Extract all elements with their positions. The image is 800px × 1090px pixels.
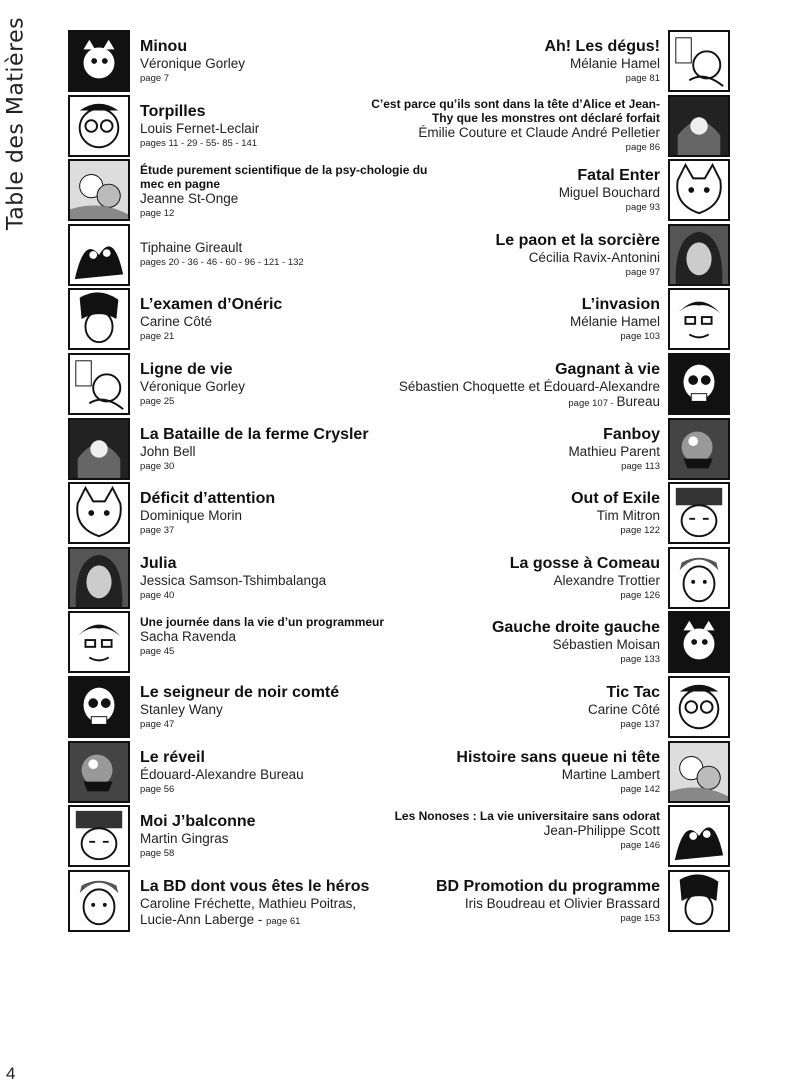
entry-title: BD Promotion du programme	[435, 877, 660, 895]
entry-pages: page 137	[620, 719, 660, 730]
entry-pages-line	[368, 460, 660, 473]
entry-title: Histoire sans queue ni tête	[456, 748, 660, 766]
entry-author: Mathieu Parent	[568, 443, 660, 459]
entry-title: L’invasion	[581, 296, 660, 314]
entry-text	[368, 490, 660, 537]
entry-pages-line	[368, 783, 660, 796]
table-of-contents-title: Table des Matières	[3, 16, 29, 230]
cap-kid-icon	[668, 547, 730, 609]
programmer-icon	[68, 611, 130, 673]
entry-text	[368, 232, 660, 279]
entry-pages: page 86	[625, 141, 660, 153]
pig-face-icon	[668, 611, 730, 673]
entry-author: Stanley Wany	[140, 702, 223, 717]
entry-pages: page 45	[140, 646, 175, 658]
toc-entry	[368, 288, 730, 352]
alien-face-icon	[668, 30, 730, 92]
entry-author: Iris Boudreau et Olivier Brassard	[464, 895, 660, 911]
entry-author: Martine Lambert	[561, 766, 660, 782]
toc-entry	[368, 159, 730, 223]
entry-title: La BD dont vous êtes le héros	[140, 877, 370, 895]
entry-title: Out of Exile	[571, 490, 660, 508]
entry-pages: page 40	[140, 589, 175, 601]
entry-pages: page 146	[620, 840, 660, 852]
entry-author: Mélanie Hamel	[569, 314, 660, 330]
entry-author: Tiphaine Gireault	[140, 239, 243, 255]
entry-author: Cécilia Ravix-Antonini	[528, 249, 660, 265]
entry-author: John Bell	[140, 443, 196, 459]
entry-pages-line	[368, 141, 660, 154]
entry-text	[368, 38, 660, 85]
entry-title: C’est parce qu’ils sont dans la tête d’Alice et Jean-Thy que les monstres ont déclaré forfait	[371, 96, 660, 125]
skull-icon	[68, 676, 130, 738]
clock-icon	[668, 676, 730, 738]
entry-title: Fatal Enter	[577, 167, 660, 185]
entry-title: L’examen d’Onéric	[140, 296, 283, 314]
entry-pages: page 30	[140, 460, 175, 472]
entry-pages: page 81	[625, 73, 660, 84]
entry-author: Jessica Samson-Tshimbalanga	[140, 572, 327, 588]
entry-author: Miguel Bouchard	[558, 185, 660, 201]
entry-title: Les Nonoses : La vie universitaire sans odorat	[394, 809, 660, 824]
entry-text	[368, 619, 660, 666]
goat-icon	[668, 741, 730, 803]
castle-hug-icon	[68, 353, 130, 415]
entry-title: Étude purement scientifique de la psy-chologie du mec en pagne	[140, 163, 428, 192]
toc-entry	[368, 741, 730, 805]
entry-pages: page 97	[625, 266, 660, 278]
entry-author: Caroline Fréchette, Mathieu Poitras,	[140, 895, 357, 911]
monster-icon	[68, 741, 130, 803]
entry-title: Tic Tac	[606, 684, 660, 701]
entry-title: Julia	[140, 554, 177, 572]
entry-pages: page 126	[620, 589, 660, 601]
toc-entry	[368, 418, 730, 482]
toc-entry	[368, 805, 730, 869]
entry-text	[368, 167, 660, 214]
entry-pages: pages 20 - 36 - 46 - 60 - 96 - 121 - 132	[140, 256, 304, 268]
entry-author: Carine Côté	[140, 314, 213, 330]
entry-title: La gosse à Comeau	[509, 554, 660, 572]
grinning-man-icon	[668, 353, 730, 415]
hero-face-icon	[68, 870, 130, 932]
excited-face-icon	[668, 870, 730, 932]
entry-author: Véronique Gorley	[140, 56, 246, 71]
couple-icon	[68, 159, 130, 221]
entry-pages: page 133	[620, 654, 660, 666]
entry-title: Le réveil	[140, 748, 205, 766]
entry-pages: page 103	[620, 331, 660, 343]
entry-title: Ligne de vie	[140, 361, 233, 378]
glasses-boy-icon	[68, 95, 130, 157]
beanie-face-icon	[68, 805, 130, 867]
entry-title: Le paon et la sorcière	[495, 231, 660, 249]
entry-title: Une journée dans la vie d’un programmeur	[140, 615, 385, 630]
entry-pages: pages 11 - 29 - 55- 85 - 141	[140, 137, 258, 149]
entry-title: Torpilles	[140, 102, 206, 120]
entry-pages-line	[368, 718, 660, 731]
surprised-face-icon	[668, 159, 730, 221]
dark-hair-portrait-icon	[68, 288, 130, 350]
entry-text	[368, 878, 660, 925]
entry-author: Tim Mitron	[596, 508, 660, 524]
entry-author: Émilie Couture et Claude André Pelletier	[418, 124, 660, 140]
entry-author: Sacha Ravenda	[140, 629, 237, 645]
entry-pages: page 153	[620, 912, 660, 924]
toc-entry	[368, 676, 730, 740]
spiky-hair-icon	[668, 418, 730, 480]
entry-pages: page 93	[625, 202, 660, 214]
toc-entry	[368, 482, 730, 546]
entry-pages-line	[368, 72, 660, 85]
entry-author: Véronique Gorley	[140, 379, 246, 394]
girl-portrait-icon	[68, 547, 130, 609]
toc-entry	[368, 30, 730, 94]
entry-pages: page 113	[621, 460, 660, 472]
entry-text	[368, 749, 660, 796]
entry-title: Moi J’balconne	[140, 813, 256, 831]
entry-text	[368, 97, 660, 154]
entry-title: Déficit d’attention	[140, 490, 276, 508]
entry-text	[368, 684, 660, 731]
creature-icon	[68, 224, 130, 286]
entry-pages-line	[368, 589, 660, 602]
entry-author: Sébastien Choquette et Édouard-Alexandre	[398, 379, 660, 394]
entry-title: Fanboy	[603, 425, 660, 443]
entry-pages-line	[368, 839, 660, 852]
sun-face-icon	[668, 482, 730, 544]
screaming-face-icon	[668, 288, 730, 350]
bandana-face-icon	[668, 805, 730, 867]
entry-author-continued: Lucie-Ann Laberge -	[140, 911, 263, 927]
entry-pages-line	[368, 266, 660, 279]
entry-pages-line	[368, 653, 660, 666]
entry-pages: page 47	[140, 719, 175, 730]
entry-text	[368, 809, 660, 852]
entry-title: Minou	[140, 38, 188, 55]
entry-author: Carine Côté	[587, 702, 660, 717]
entry-author: Édouard-Alexandre Bureau	[140, 766, 304, 782]
entry-pages-line	[368, 395, 660, 410]
entry-author: Louis Fernet-Leclair	[140, 120, 260, 136]
entry-pages-line	[368, 201, 660, 214]
entry-author: Mélanie Hamel	[569, 56, 660, 71]
white-cat-icon	[68, 482, 130, 544]
dark-scene-icon	[668, 95, 730, 157]
entry-pages: page 56	[140, 783, 175, 795]
entry-author: Sébastien Moisan	[552, 637, 660, 653]
entry-text	[368, 296, 660, 343]
entry-title: Le seigneur de noir comté	[140, 684, 340, 701]
entry-pages: page 25	[140, 396, 175, 407]
entry-pages-suffix: Bureau	[616, 394, 660, 409]
toc-entry	[368, 870, 730, 934]
entry-pages: page 122	[620, 525, 660, 537]
soldier-icon	[68, 418, 130, 480]
entry-text	[368, 555, 660, 602]
page-number: 4	[6, 1064, 16, 1083]
entry-author: Alexandre Trottier	[553, 572, 660, 588]
entry-pages: page 7	[140, 73, 170, 84]
toc-entry	[368, 353, 730, 417]
toc-entry	[368, 611, 730, 675]
entry-title: La Bataille de la ferme Crysler	[140, 425, 369, 443]
entry-pages: page 61	[266, 915, 301, 927]
entry-pages: page 107 -	[568, 398, 614, 409]
cat-face-icon	[68, 30, 130, 92]
entry-title: Gauche droite gauche	[491, 619, 660, 637]
entry-title: Gagnant à vie	[555, 361, 660, 378]
toc-entry	[368, 224, 730, 288]
entry-pages: page 21	[140, 331, 175, 343]
entry-author: Martin Gingras	[140, 831, 229, 847]
entry-pages-line	[368, 330, 660, 343]
entry-author: Jean-Philippe Scott	[543, 823, 660, 839]
entry-pages: page 58	[140, 848, 175, 860]
entry-title: Ah! Les dégus!	[544, 38, 660, 55]
entry-pages: page 12	[140, 208, 175, 220]
toc-entry	[368, 547, 730, 611]
entry-pages: page 37	[140, 525, 175, 537]
toc-entry	[368, 95, 730, 159]
entry-pages-line	[368, 912, 660, 925]
entry-author: Dominique Morin	[140, 508, 243, 524]
entry-pages-line	[368, 524, 660, 537]
entry-author: Jeanne St-Onge	[140, 191, 239, 207]
entry-pages: page 142	[620, 783, 660, 795]
witch-portrait-icon	[668, 224, 730, 286]
entry-text	[368, 361, 660, 410]
entry-text	[368, 426, 660, 473]
